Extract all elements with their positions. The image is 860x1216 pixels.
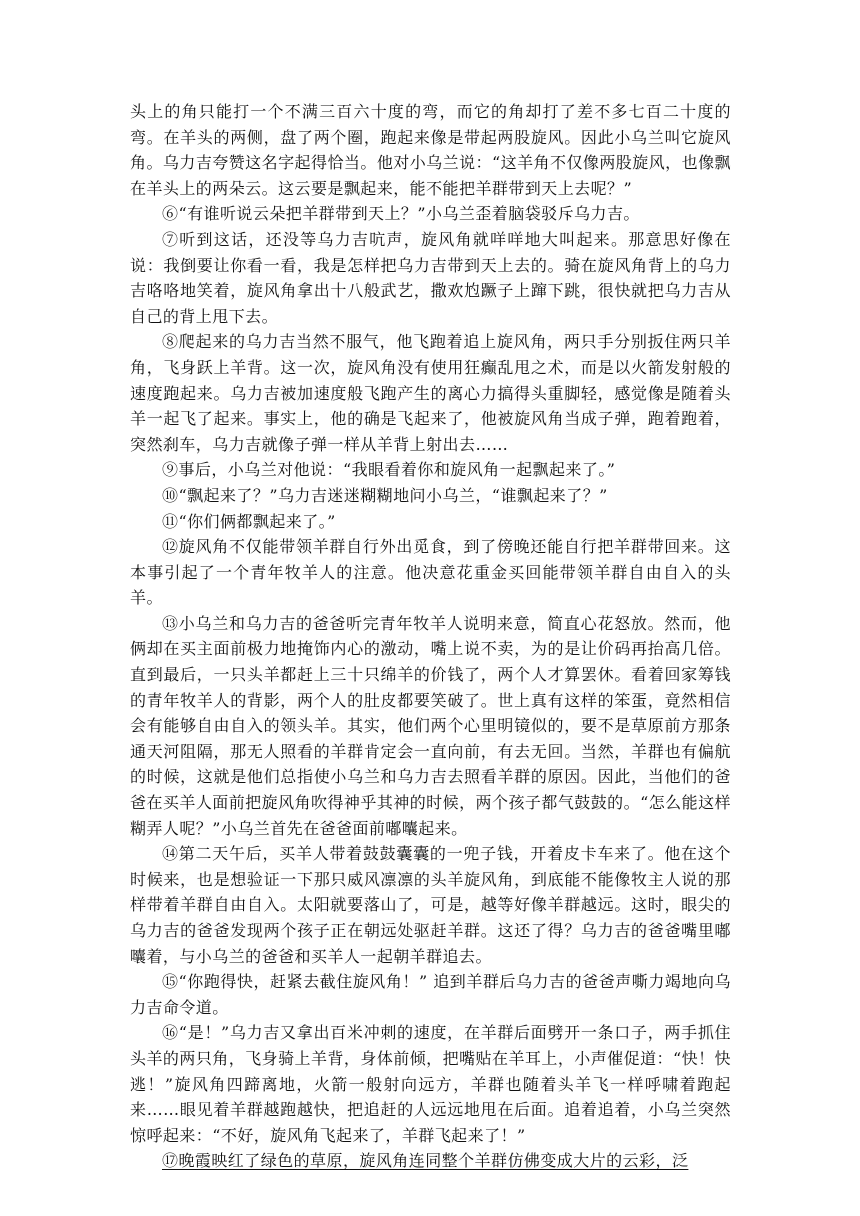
paragraph-14: ⑭第二天午后，买羊人带着鼓鼓囊囊的一兜子钱，开着皮卡车来了。他在这个时候来，也是想验证一下那只威风凛凛的头羊旋风角，到底能不能像牧主人说的那样带着羊群自由自入。太阳就要落山了，可是，越等好像羊群越远。这时，眼尖的乌力吉的爸爸发现两个孩子正在朝远处驱赶羊群。这还了得？乌力吉的爸爸嘴里嘟囔着，与小乌兰的爸爸和买羊人一起朝羊群追去。 xyxy=(130,844,731,966)
paragraph-9: ⑨事后，小乌兰对他说：“我眼看着你和旋风角一起飘起来了。” xyxy=(162,460,616,480)
paragraph-8: ⑧爬起来的乌力吉当然不服气，他飞跑着追上旋风角，两只手分别扳住两只羊角，飞身跃上羊背。这一次，旋风角没有使用狂癫乱甩之术，而是以火箭发射般的速度跑起来。乌力吉被加速度般飞跑产生的离心力搞得头重脚轻，感觉像是随着头羊一起飞了起来。事实上，他的确是飞起来了，他被旋风角当成子弹，跑着跑着，突然刹车，乌力吉就像子弹一样从羊背上射出去…… xyxy=(130,332,731,454)
paragraph-16: ⑯“是！”乌力吉又拿出百米冲刺的速度，在羊群后面劈开一条口子，两手抓住头羊的两只角，飞身骑上羊背，身体前倾，把嘴贴在羊耳上，小声催促道：“快！快逃！”旋风角四蹄离地，火箭一般射向远方，羊群也随着头羊飞一样呼啸着跑起来……眼见着羊群越跑越快，把追赶的人远远地甩在后面。追着追着，小乌兰突然惊呼起来：“不好，旋风角飞起来了，羊群飞起来了！” xyxy=(130,1023,731,1145)
paragraph-15: ⑮“你跑得快，赶紧去截住旋风角！” 追到羊群后乌力吉的爸爸声嘶力竭地向乌力吉命令道。 xyxy=(130,972,731,1017)
paragraph-17-underlined: ⑰晚霞映红了绿色的草原，旋风角连同整个羊群仿佛变成大片的云彩，泛 xyxy=(162,1151,689,1171)
paragraph-12: ⑫旋风角不仅能带领羊群自行外出觅食，到了傍晚还能自行把羊群带回来。这本事引起了一个青年牧羊人的注意。他决意花重金买回能带领羊群自由自入的头羊。 xyxy=(130,537,731,608)
paragraph-11: ⑪“你们俩都飘起来了。” xyxy=(162,511,336,531)
paragraph-13: ⑬小乌兰和乌力吉的爸爸听完青年牧羊人说明来意，简直心花怒放。然而，他俩却在买主面前极力地掩饰内心的激动，嘴上说不卖，为的是让价码再抬高几倍。直到最后，一只头羊都赶上三十只绵羊的价钱了，两个人才算罢休。看着回家筹钱的青年牧羊人的背影，两个人的肚皮都要笑破了。世上真有这样的笨蛋，竟然相信会有能够自由自入的领头羊。其实，他们两个心里明镜似的，要不是草原前方那条通天河阻隔，那无人照看的羊群肯定会一直向前，有去无回。当然，羊群也有偏航的时候，这就是他们总指使小乌兰和乌力吉去照看羊群的原因。因此，当他们的爸爸在买羊人面前把旋风角吹得神乎其神的时候，两个孩子都气鼓鼓的。“怎么能这样糊弄人呢？”小乌兰首先在爸爸面前嘟囔起来。 xyxy=(130,613,731,838)
story-text xyxy=(130,99,731,1174)
paragraph-6: ⑥“有谁听说云朵把羊群带到天上？”小乌兰歪着脑袋驳斥乌力吉。 xyxy=(162,204,640,224)
paragraph-continuation: 头上的角只能打一个不满三百六十度的弯，而它的角却打了差不多七百二十度的弯。在羊头的两侧，盘了两个圈，跑起来像是带起两股旋风。因此小乌兰叫它旋风角。乌力吉夸赞这名字起得恰当。他对小乌兰说：“这羊角不仅像两股旋风，也像飘在羊头上的两朵云。这云要是飘起来，能不能把羊群带到天上去呢？” xyxy=(130,102,731,198)
paragraph-7: ⑦听到这话，还没等乌力吉吭声，旋风角就咩咩地大叫起来。那意思好像在说：我倒要让你看一看，我是怎样把乌力吉带到天上去的。骑在旋风角背上的乌力吉咯咯地笑着，旋风角拿出十八般武艺，撒欢尥蹶子上蹿下跳，很快就把乌力吉从自己的背上甩下去。 xyxy=(130,229,731,326)
paragraph-10: ⑩“飘起来了？”乌力吉迷迷糊糊地问小乌兰，“谁飘起来了？” xyxy=(162,485,608,505)
